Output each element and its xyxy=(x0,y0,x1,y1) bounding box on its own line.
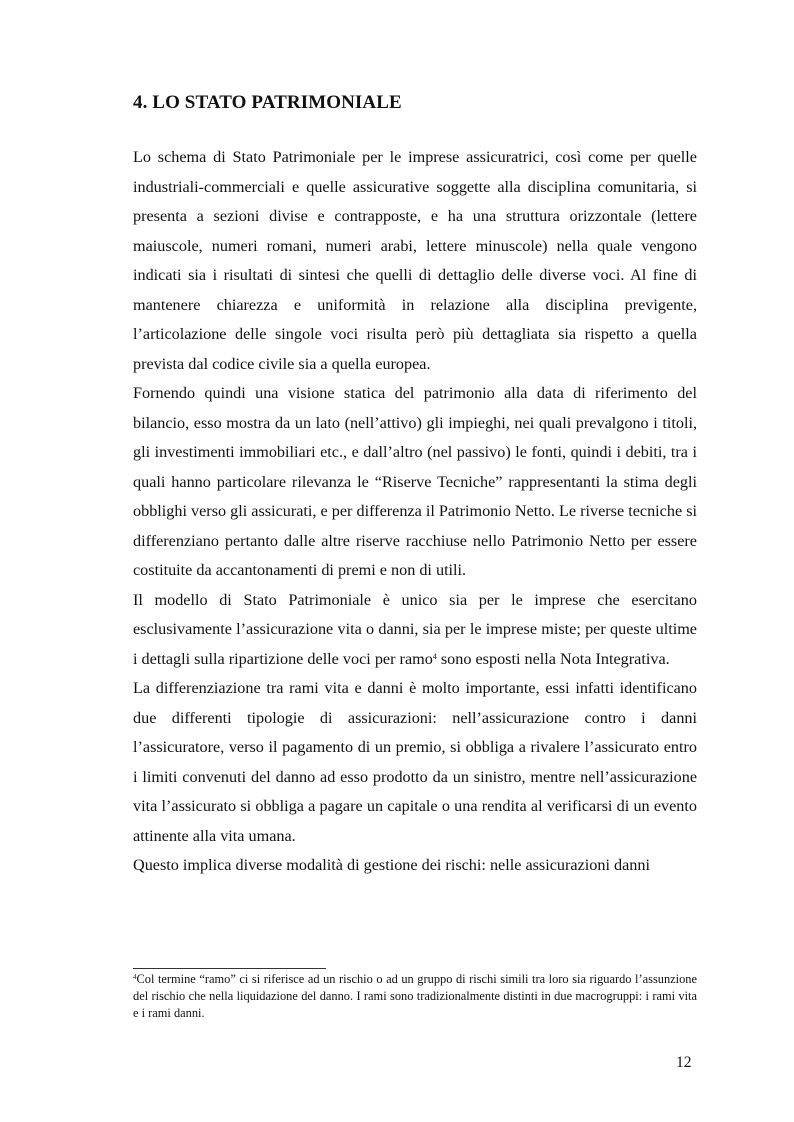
page-title: 4. LO STATO PATRIMONIALE xyxy=(133,92,402,113)
page-number: 12 xyxy=(676,1054,692,1071)
paragraph-5: Questo implica diverse modalità di gestione dei rischi: nelle assicurazioni danni xyxy=(133,856,650,874)
paragraph-2: Fornendo quindi una visione statica del patrimonio alla data di riferimento del bilancio, esso mostra da un lato (nell’attivo) gli impieghi, nei quali prevalgono i titoli, gli investimenti immobiliari etc., e dall’altro (nel passivo) le fonti, quindi i debiti, tra i quali hanno particolare rilevanza le “Riserve Tecniche” rappresentanti la stima degli obblighi verso gli assicurati, e per differenza il Patrimonio Netto. Le riverse tecniche si differenziano pertanto dalle altre riserve racchiuse nello Patrimonio Netto per essere costituite da accantonamenti di premi e non di utili. xyxy=(133,384,697,579)
paragraph-3-text: Il modello di Stato Patrimoniale è unico sia per le imprese che esercitano esclusivamente l’assicurazione vita o danni, sia per le imprese miste; per queste ultime i dettagli sulla ripartizione delle voci per ramo xyxy=(133,590,697,668)
paragraph-1: Lo schema di Stato Patrimoniale per le imprese assicuratrici, così come per quelle industriali-commerciali e quelle assicurative soggette alla disciplina comunitaria, si presenta a sezioni divise e contrapposte, e ha una struttura orizzontale (lettere maiuscole, numeri romani, numeri arabi, lettere minuscole) nella quale vengono indicati sia i risultati di sintesi che quelli di dettaglio delle diverse voci. Al fine di mantenere chiarezza e uniformità in relazione alla disciplina previgente, l’articolazione delle singole voci risulta però più dettagliata sia rispetto a quella prevista dal codice civile sia a quella europea. xyxy=(133,148,697,373)
footnote xyxy=(133,971,697,1022)
paragraph-3 xyxy=(133,586,697,675)
paragraph-4: La differenziazione tra rami vita e danni è molto importante, essi infatti identificano due differenti tipologie di assicurazioni: nell’assicurazione contro i danni l’assicuratore, verso il pagamento di un premio, si obbliga a rivalere l’assicurato entro i limiti convenuti del danno ad esso prodotto da un sinistro, mentre nell’assicurazione vita l’assicurato si obbliga a pagare un capitale o una rendita al verificarsi di un evento attinente alla vita umana. xyxy=(133,679,697,845)
footnote-mark: 4 xyxy=(133,973,137,981)
paragraph-3-text-end: sono esposti nella Nota Integrativa. xyxy=(436,649,670,668)
body-text xyxy=(133,143,697,881)
footnote-divider xyxy=(133,968,326,969)
footnote-text: Col termine “ramo” ci si riferisce ad un rischio o ad un gruppo di rischi simili tra loro sia riguardo l’assunzione del rischio che nella liquidazione del danno. I rami sono tradizionalmente distinti in due macrogruppi: i rami vita e i rami danni. xyxy=(133,972,697,1020)
footnote-reference[interactable]: 4 xyxy=(432,651,437,661)
